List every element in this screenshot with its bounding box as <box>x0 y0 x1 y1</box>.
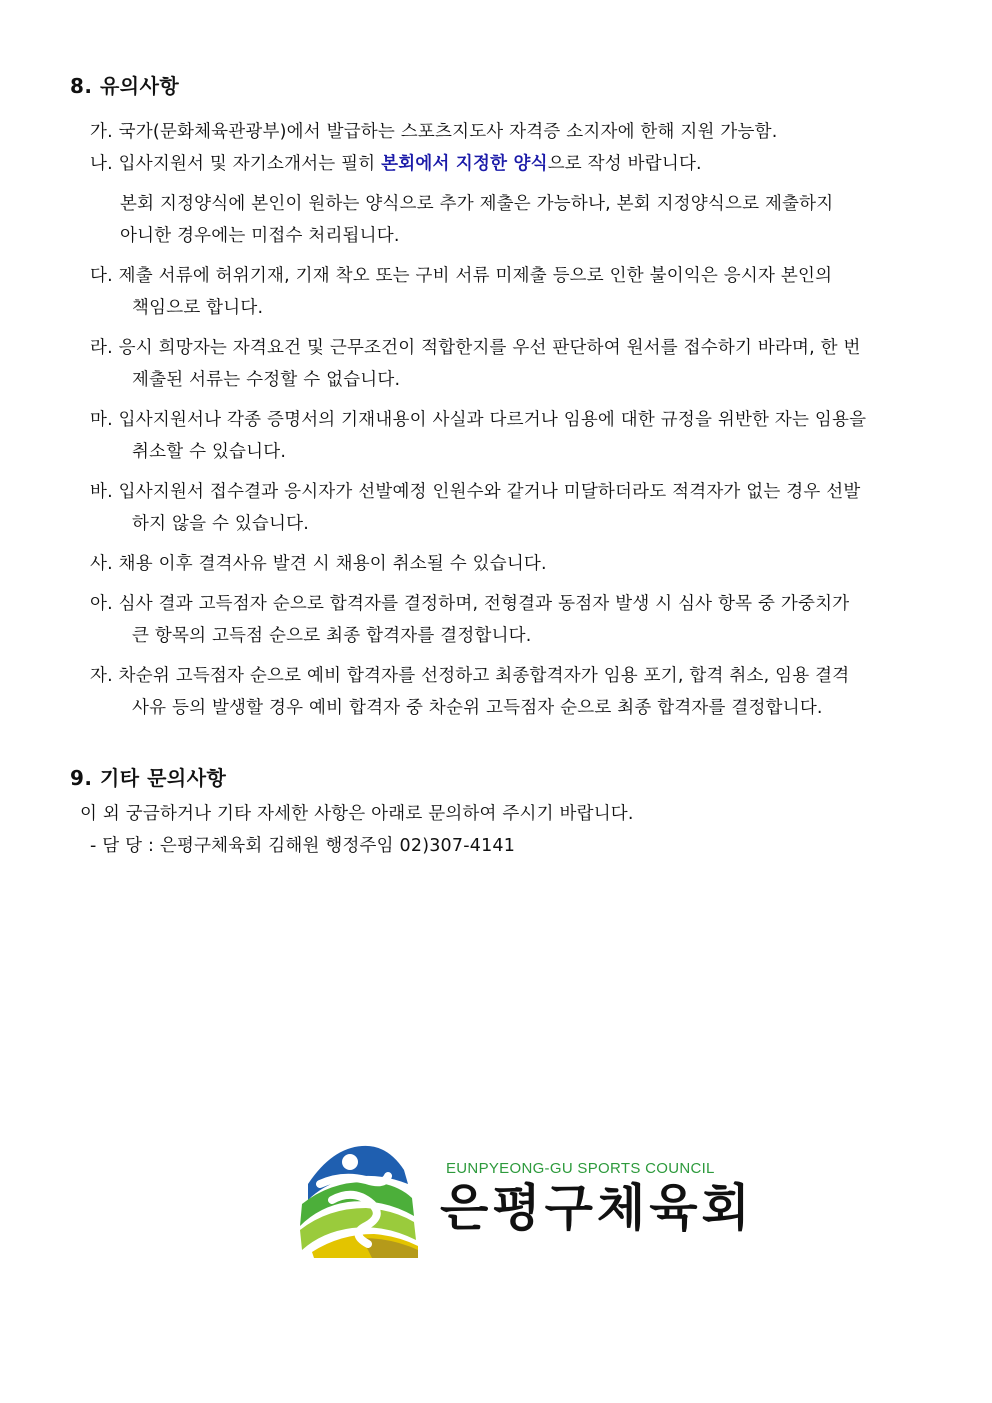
section-9-title: 9. 기타 문의사항 <box>70 766 227 790</box>
item-ra-line-2: 제출된 서류는 수정할 수 없습니다. <box>132 370 401 390</box>
item-na <box>90 150 702 175</box>
section-8-title: 8. 유의사항 <box>70 74 180 98</box>
note-line-1: 본회 지정양식에 본인이 원하는 양식으로 추가 제출은 가능하나, 본회 지정양식으로 제출하지 <box>120 194 834 214</box>
note-line-2: 아니한 경우에는 미접수 처리됩니다. <box>120 226 400 246</box>
item-ba-line-1: 바. 입사지원서 접수결과 응시자가 선발예정 인원수와 같거나 미달하더라도 적격자가 없는 경우 선발 <box>90 482 861 502</box>
item-na-pre: 나. 입사지원서 및 자기소개서는 필히 <box>90 154 382 174</box>
item-ja-line-1: 자. 차순위 고득점자 순으로 예비 합격자를 선정하고 최종합격자가 임용 포기, 합격 취소, 임용 결격 <box>90 666 850 686</box>
item-ga: 가. 국가(문화체육관광부)에서 발급하는 스포츠지도사 자격증 소지자에 한해 지원 가능함. <box>90 122 778 142</box>
item-na-highlight: 본회에서 지정한 양식 <box>381 154 548 174</box>
item-ma-line-1: 마. 입사지원서나 각종 증명서의 기재내용이 사실과 다르거나 임용에 대한 규정을 위반한 자는 임용을 <box>90 410 867 430</box>
inquiry-line: 이 외 궁금하거나 기타 자세한 사항은 아래로 문의하여 주시기 바랍니다. <box>80 804 634 824</box>
item-ja-line-2: 사유 등의 발생할 경우 예비 합격자 중 차순위 고득점자 순으로 최종 합격자를 결정합니다. <box>132 698 823 718</box>
logo-korean-name: 은평구체육회 <box>440 1179 754 1237</box>
logo-english-name: EUNPYEONG-GU SPORTS COUNCIL <box>446 1160 715 1177</box>
item-da-line-2: 책임으로 합니다. <box>132 298 264 318</box>
item-ma-line-2: 취소할 수 있습니다. <box>132 442 287 462</box>
item-ba-line-2: 하지 않을 수 있습니다. <box>132 514 309 534</box>
item-a-line-2: 큰 항목의 고득점 순으로 최종 합격자를 결정합니다. <box>132 626 532 646</box>
contact-line: - 담 당 : 은평구체육회 김해원 행정주임 02)307-4141 <box>90 836 516 856</box>
item-da-line-1: 다. 제출 서류에 허위기재, 기재 착오 또는 구비 서류 미제출 등으로 인한 불이익은 응시자 본인의 <box>90 266 833 286</box>
item-ra-line-1: 라. 응시 희망자는 자격요건 및 근무조건이 적합한지를 우선 판단하여 원서를 접수하기 바라며, 한 번 <box>90 338 861 358</box>
item-sa: 사. 채용 이후 결격사유 발견 시 채용이 취소될 수 있습니다. <box>90 554 547 574</box>
logo-runner-head <box>342 1154 358 1170</box>
item-na-post: 으로 작성 바랍니다. <box>547 154 702 174</box>
item-a-line-1: 아. 심사 결과 고득점자 순으로 합격자를 결정하며, 전형결과 동점자 발생 시 심사 항목 중 가중치가 <box>90 594 850 614</box>
